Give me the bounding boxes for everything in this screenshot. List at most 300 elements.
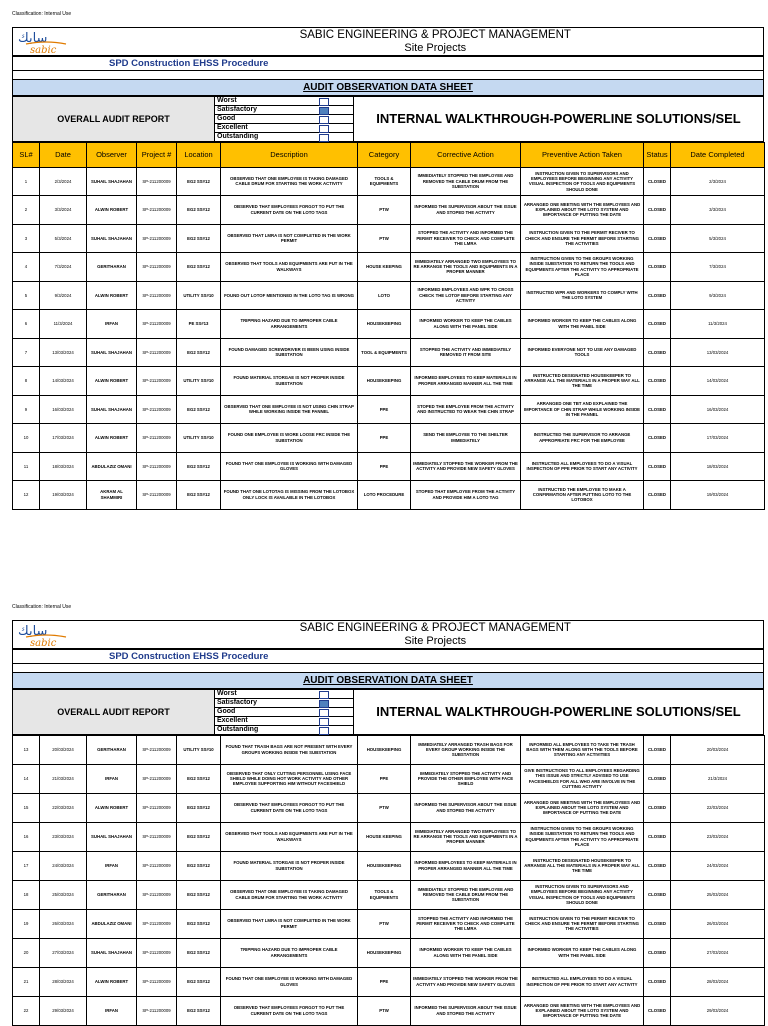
corrective-action-cell: IMMEDIATELY STOPPED THE EMPLOYEE AND REMOVED THE CABLE DRUM FROM THE SUBSTATION: [411, 167, 521, 196]
date-completed-cell: 3/3/2024: [671, 196, 765, 225]
sl-cell: 13: [13, 735, 40, 764]
date-completed-cell: 24/03/2024: [671, 851, 765, 880]
date-cell: 27/03/2024: [40, 938, 87, 967]
date-cell: 29/03/2024: [40, 996, 87, 1025]
description-cell: OBSERVED THAT ONLY CUTTING PERSONNEL USING FACE SHIELD WHILE DOING HOT WORK ACTIVITY AND OTHER EMPLOYEE SUPPORTING HIM WITHOUT FACESHIELD: [221, 764, 358, 793]
rating-worst[interactable]: [215, 96, 354, 105]
observer-cell: ALWIN ROBERT: [87, 967, 137, 996]
sl-cell: 2: [13, 196, 40, 225]
svg-text:سابك: سابك: [18, 31, 48, 46]
date-completed-cell: 18/03/2024: [671, 452, 765, 481]
observer-cell: SUHAIL SHAJAHAN: [87, 338, 137, 367]
rating-good[interactable]: [215, 114, 354, 123]
sheet-title: AUDIT OBSERVATION DATA SHEET: [13, 79, 764, 95]
category-cell: PTW: [358, 196, 411, 225]
location-cell: EG2 SS#12: [177, 967, 221, 996]
sl-cell: 5: [13, 281, 40, 310]
svg-text:sabic: sabic: [30, 45, 57, 55]
rating-label: Excellent: [217, 716, 248, 724]
category-cell: HOUSEKEEPING: [358, 938, 411, 967]
corrective-action-cell: INFORMED THE SUPERVISOR ABOUT THE ISSUE AND STOPED THE ACTIVITY: [411, 996, 521, 1025]
checkbox[interactable]: [319, 134, 329, 142]
date-completed-cell: 29/03/2024: [671, 996, 765, 1025]
table-row: [13, 735, 765, 764]
project-cell: SP-211200009: [137, 338, 177, 367]
column-header: Preventive Action Taken: [521, 142, 644, 167]
description-cell: OBSERVED THAT EMPLOYEES FORGOT TO PUT THE CURRENT DATE ON THE LOTO TAGS: [221, 196, 358, 225]
checkbox[interactable]: [319, 727, 329, 735]
procedure-name: SPD Construction EHSS Procedure: [13, 650, 764, 664]
category-cell: HOUSE KEEPING: [358, 253, 411, 282]
preventive-action-cell: ARRANGED ONE TBT AND EXPLAINED THE IMPORTANCE OF CHIN STRAP WHILE WORKING INSIDE IN THE PANNEL: [521, 395, 644, 424]
project-cell: SP-211200009: [137, 735, 177, 764]
preventive-action-cell: GIVE INSTRUCTIONS TO ALL EMPLOYEES REGARDING THIS ISSUE AND STRICTLY ADVISED TO USE FACESHIELDS FOR ALL WHO ARE INVOLVE IN THE CUTTING ACTIVITY: [521, 764, 644, 793]
location-cell: EG2 SS#12: [177, 253, 221, 282]
sl-cell: 9: [13, 395, 40, 424]
location-cell: EG2 SS#12: [177, 938, 221, 967]
rating-label: Satisfactory: [217, 105, 258, 113]
date-completed-cell: 9/3/2024: [671, 281, 765, 310]
date-cell: 24/03/2024: [40, 851, 87, 880]
preventive-action-cell: INSTRUCTION GIVEN TO THE GROUPS WORKING INSIDE SUBSTATION TO RETURN THE TOOLS AND EQUIPMENTS AFTER THE ACTIVITY TO APPROPRIATE PLACE: [521, 822, 644, 851]
description-cell: OBSERVED THAT LMRA IS NOT COMPLETED IN THE WORK PERMIT: [221, 224, 358, 253]
corrective-action-cell: INFORMED THE SUPERVISOR ABOUT THE ISSUE AND STOPED THE ACTIVITY: [411, 793, 521, 822]
date-cell: 22/03/2024: [40, 793, 87, 822]
corrective-action-cell: INFORMED WORKER TO KEEP THE CABLES ALONG WITH THE PANEL SIDE: [411, 310, 521, 339]
category-cell: PPE: [358, 967, 411, 996]
project-cell: SP-211200009: [137, 367, 177, 396]
status-cell: CLOSED: [644, 253, 671, 282]
corrective-action-cell: INFORMED THE SUPERVISOR ABOUT THE ISSUE AND STOPED THE ACTIVITY: [411, 196, 521, 225]
sl-cell: 6: [13, 310, 40, 339]
preventive-action-cell: INSTRUCTED THE SUPERVISOR TO ARRANGE APPROPRIATE FRC FOR THE EMPLOYEE: [521, 424, 644, 453]
sheet-title-row: [12, 664, 764, 689]
rating-satisfactory[interactable]: [215, 698, 354, 707]
observer-cell: SUHAIL SHAJAHAN: [87, 224, 137, 253]
preventive-action-cell: INFORMED ALL EMPLOYEES TO TAKE THE TRASH BAGS WITH THEM ALONG WITH THE TOOLS BEFORE STARTING ANY ACTIVITIES: [521, 735, 644, 764]
preventive-action-cell: INSTRUCTED ALL EMPLOYEES TO DO A VISUAL INSPECTION OF PPE PRIOR TO START ANY ACTIVITY: [521, 452, 644, 481]
corrective-action-cell: INFORMED WORKER TO KEEP THE CABLES ALONG WITH THE PANEL SIDE: [411, 938, 521, 967]
date-cell: 21/03/2024: [40, 764, 87, 793]
category-cell: PPE: [358, 395, 411, 424]
description-cell: OBSERVED THAT TOOLS AND EQUIPMENTS ARE PUT IN THE WALKWAYS: [221, 822, 358, 851]
category-cell: PTW: [358, 909, 411, 938]
table-row: [13, 281, 765, 310]
sheet-header: [12, 27, 764, 56]
date-cell: 17/03/2024: [40, 424, 87, 453]
rating-label: Outstanding: [217, 132, 259, 140]
table-row: [13, 481, 765, 510]
rating-label: Excellent: [217, 123, 248, 131]
location-cell: EG2 SS#12: [177, 996, 221, 1025]
classification-label: Classification: Internal Use: [12, 604, 72, 610]
sheet-title-row: [12, 71, 764, 96]
rating-worst[interactable]: [215, 689, 354, 698]
status-cell: CLOSED: [644, 764, 671, 793]
preventive-action-cell: INSTRUCTION GIVEN TO THE PERMIT RECIVER TO CHECK AND ENSURE THE PERMIT BEFORE STARTING THE ACTIVITIES: [521, 224, 644, 253]
corrective-action-cell: STOPPED THE ACTIVITY AND INFORMED THE PERMIT RECEIVER TO CHECK AND COMPLETE THE LMRA: [411, 909, 521, 938]
description-cell: OBSERVED THAT EMPLOYEES FORGOT TO PUT THE CURRENT DATE ON THE LOTO TAGS: [221, 793, 358, 822]
location-cell: EG2 SS#12: [177, 851, 221, 880]
sl-cell: 19: [13, 909, 40, 938]
corrective-action-cell: INFORMED EMPLOYEES AND WPR TO CROSS CHECK THE LOTOF BEFORE STARTING ANY ACTIVITY: [411, 281, 521, 310]
description-cell: FOUND ONE EMPLOYEE IS WORE LOOSE FRC INSIDE THE SUBSTATION: [221, 424, 358, 453]
table-row: [13, 338, 765, 367]
date-cell: 13/03/2024: [40, 338, 87, 367]
date-cell: 19/03/2024: [40, 481, 87, 510]
column-header-row: [13, 142, 765, 167]
status-cell: CLOSED: [644, 822, 671, 851]
observer-cell: SUHAIL SHAJAHAN: [87, 938, 137, 967]
preventive-action-cell: INSTRUCTED DESIGNATED HOUSEKEEPER TO ARRANGE ALL THE MATERIALS IN A PROPER WAY ALL THE TIME: [521, 851, 644, 880]
corrective-action-cell: STOPPED THE ACTIVITY AND IMMEDIATELY REMOVED IT FROM SITE: [411, 338, 521, 367]
status-cell: CLOSED: [644, 996, 671, 1025]
column-header: Corrective Action: [411, 142, 521, 167]
observation-table: [12, 142, 765, 510]
corrective-action-cell: INFORMED EMPLOYEES TO KEEP MATERIALS IN PROPER ARRANGED MANNER ALL THE TIME: [411, 851, 521, 880]
observer-cell: SUHAIL SHAJAHAN: [87, 822, 137, 851]
project-cell: SP-211200009: [137, 310, 177, 339]
description-cell: OBSERVED THAT ONE EMPLOYEE IS NOT USING CHIN STRAP WHILE WORKING INSIDE THE PANNEL: [221, 395, 358, 424]
rating-excellent[interactable]: [215, 716, 354, 725]
description-cell: FOUND DAMAGED SCREWDRIVER IS BEEN USING INSIDE SUBSTATION: [221, 338, 358, 367]
date-cell: 7/3/2024: [40, 253, 87, 282]
date-completed-cell: 22/03/2024: [671, 793, 765, 822]
sl-cell: 1: [13, 167, 40, 196]
status-cell: CLOSED: [644, 452, 671, 481]
project-cell: SP-211200009: [137, 196, 177, 225]
date-cell: 26/03/2024: [40, 909, 87, 938]
rating-label: Satisfactory: [217, 698, 258, 706]
status-cell: CLOSED: [644, 424, 671, 453]
svg-text:sabic: sabic: [30, 638, 57, 648]
project-cell: SP-211200009: [137, 967, 177, 996]
rating-label: Good: [217, 114, 236, 122]
column-header: Project #: [137, 142, 177, 167]
sl-cell: 8: [13, 367, 40, 396]
rating-label: Worst: [217, 96, 237, 104]
preventive-action-cell: ARRANGED ONE MEETING WITH THE EMPLOYEES AND EXPLAINED ABOUT THE LOTO SYSTEM AND IMPORTANCE OF PUTTING THE DATE: [521, 793, 644, 822]
preventive-action-cell: INSTRUCTION GIVEN TO SUPERVISORS AND EMPLOYEES BEFORE BEGINNING ANY ACTIVITY VISUAL INSPECTION OF TOOLS AND EQUIPMENTS SHOULD DONE: [521, 167, 644, 196]
preventive-action-cell: INSTRUCTED WPR AND WORKERS TO COMPLY WITH THE LOTO SYSTEM: [521, 281, 644, 310]
status-cell: CLOSED: [644, 196, 671, 225]
date-cell: 9/3/2024: [40, 281, 87, 310]
sl-cell: 14: [13, 764, 40, 793]
site-name: Site Projects: [404, 42, 467, 54]
description-cell: TRIPPING HAZARD DUE TO IMPROPER CABLE ARRANGEMENTS: [221, 938, 358, 967]
column-header: Location: [177, 142, 221, 167]
table-row: [13, 793, 765, 822]
description-cell: FOUND THAT ONE LOTOTAG IS MISSING FROM THE LOTOBOX ONLY LOCK IS AVAILABLE IN THE LOTOBOX: [221, 481, 358, 510]
rating-satisfactory[interactable]: [215, 105, 354, 114]
category-cell: LOTO PROCEDURE: [358, 481, 411, 510]
corrective-action-cell: SEND THE EMPLOYEE TO THE SHELTER IMMEDIATELY: [411, 424, 521, 453]
category-cell: LOTO: [358, 281, 411, 310]
table-row: [13, 253, 765, 282]
table-row: [13, 880, 765, 909]
preventive-action-cell: INFORMED WORKER TO KEEP THE CABLES ALONG WITH THE PANEL SIDE: [521, 310, 644, 339]
location-cell: EG2 SS#12: [177, 452, 221, 481]
table-row: [13, 822, 765, 851]
rating-label: Outstanding: [217, 725, 259, 733]
date-completed-cell: 17/03/2024: [671, 424, 765, 453]
date-completed-cell: 25/03/2024: [671, 880, 765, 909]
corrective-action-cell: IMMEDIATELY STOPPED THE ACTIVITY AND PROVIDE THE OTHER EMPLOYEE WITH FACE SHIELD: [411, 764, 521, 793]
description-cell: FOUND OUT LOTOF MENTIONED IN THE LOTO TAG IS WRONG: [221, 281, 358, 310]
corrective-action-cell: IMMEDIATELY ARRANGED TWO EMPLOYEES TO RE ARRANGE THE TOOLS AND EQUIPMENTS IN A PROPER MANNER: [411, 253, 521, 282]
location-cell: PE SS#13: [177, 310, 221, 339]
preventive-action-cell: INSTRUCTION GIVEN TO SUPERVISORS AND EMPLOYEES BEFORE BEGINNING ANY ACTIVITY VISUAL INSPECTION OF TOOLS AND EQUIPMENTS SHOULD DONE: [521, 880, 644, 909]
category-cell: TOOLS & EQUIPMENTS: [358, 880, 411, 909]
sl-cell: 4: [13, 253, 40, 282]
status-cell: CLOSED: [644, 880, 671, 909]
table-row: [13, 851, 765, 880]
sl-cell: 16: [13, 822, 40, 851]
category-cell: HOUSE KEEPING: [358, 822, 411, 851]
date-cell: 3/3/2024: [40, 196, 87, 225]
overall-audit-label: OVERALL AUDIT REPORT: [13, 96, 215, 141]
observer-cell: IRFAN: [87, 996, 137, 1025]
description-cell: FOUND THAT TRASH BAGS ARE NOT PRESENT WITH EVERY GROUPS WORKING INSIDE THE SUBSTATION: [221, 735, 358, 764]
sl-cell: 17: [13, 851, 40, 880]
sl-cell: 15: [13, 793, 40, 822]
category-cell: HOUSEKEEPING: [358, 310, 411, 339]
date-completed-cell: 7/3/2024: [671, 253, 765, 282]
status-cell: CLOSED: [644, 367, 671, 396]
project-cell: SP-211200009: [137, 793, 177, 822]
preventive-action-cell: INSTRUCTED THE EMPLOYEE TO MAKE A CONFIRMATION AFTER PUTTING LOTO TO THE LOTOBOX: [521, 481, 644, 510]
preventive-action-cell: INSTRUCTION GIVEN TO THE GROUPS WORKING INSIDE SUBSTATION TO RETURN THE TOOLS AND EQUIPMENTS AFTER THE ACTIVITY TO APPROPRIATE PLACE: [521, 253, 644, 282]
date-cell: 23/03/2024: [40, 822, 87, 851]
procedure-name: SPD Construction EHSS Procedure: [13, 57, 764, 71]
column-header: Description: [221, 142, 358, 167]
rating-block: [12, 96, 764, 142]
observer-cell: ALWIN ROBERT: [87, 793, 137, 822]
description-cell: FOUND THAT ONE EMPLOYEE IS WORKING WITH DAMAGED GLOVES: [221, 967, 358, 996]
preventive-action-cell: ARRANGED ONE MEETING WITH THE EMPLOYEES AND EXPLAINED ABOUT THE LOTO SYSTEM AND IMPORTANCE OF PUTTING THE DATE: [521, 196, 644, 225]
project-cell: SP-211200009: [137, 851, 177, 880]
column-header: Date: [40, 142, 87, 167]
org-title: SABIC ENGINEERING & PROJECT MANAGEMENT: [299, 29, 571, 41]
date-completed-cell: 2/3/2024: [671, 167, 765, 196]
corrective-action-cell: IMMEDIATELY ARRANGED TRASH BAGS FOR EVERY GROUP WORKING INSIDE THE SUBSTATION: [411, 735, 521, 764]
date-cell: 18/03/2024: [40, 452, 87, 481]
project-cell: SP-211200009: [137, 167, 177, 196]
location-cell: EG2 SS#12: [177, 880, 221, 909]
category-cell: TOOL & EQUIPMENTS: [358, 338, 411, 367]
observer-cell: ALWIN ROBERT: [87, 367, 137, 396]
date-cell: 20/03/2024: [40, 735, 87, 764]
description-cell: OBSERVED THAT ONE EMPLOYEE IS TAKING DAMAGED CABLE DRUM FOR STARTING THE WORK ACTIVITY: [221, 167, 358, 196]
observation-table: [12, 735, 765, 1026]
sl-cell: 12: [13, 481, 40, 510]
rating-label: Worst: [217, 689, 237, 697]
project-cell: SP-211200009: [137, 424, 177, 453]
observer-cell: GERITHARAN: [87, 880, 137, 909]
category-cell: HOUSEKEEPING: [358, 367, 411, 396]
project-cell: SP-211200009: [137, 880, 177, 909]
date-cell: 25/03/2024: [40, 880, 87, 909]
preventive-action-cell: INSTRUCTED ALL EMPLOYEES TO DO A VISUAL INSPECTION OF PPE PRIOR TO START ANY ACTIVITY: [521, 967, 644, 996]
table-row: [13, 367, 765, 396]
sabic-logo: [13, 28, 108, 56]
sl-cell: 10: [13, 424, 40, 453]
rating-block: [12, 689, 764, 735]
description-cell: FOUND MATERIAL STORGAE IS NOT PROPER INSIDE SUBSTATION: [221, 367, 358, 396]
location-cell: EG2 SS#12: [177, 481, 221, 510]
rating-outstanding[interactable]: [215, 132, 354, 141]
location-cell: EG2 SS#12: [177, 338, 221, 367]
project-cell: SP-211200009: [137, 938, 177, 967]
classification-label: Classification: Internal Use: [12, 11, 72, 17]
category-cell: PTW: [358, 793, 411, 822]
status-cell: CLOSED: [644, 281, 671, 310]
table-row: [13, 310, 765, 339]
observer-cell: ABDULAZIZ OMANI: [87, 909, 137, 938]
table-row: [13, 996, 765, 1025]
table-row: [13, 424, 765, 453]
location-cell: EG2 SS#12: [177, 822, 221, 851]
status-cell: CLOSED: [644, 224, 671, 253]
date-completed-cell: 14/03/2024: [671, 367, 765, 396]
location-cell: EG2 SS#12: [177, 793, 221, 822]
sl-cell: 11: [13, 452, 40, 481]
observer-cell: IRFAN: [87, 310, 137, 339]
column-header: SL#: [13, 142, 40, 167]
status-cell: CLOSED: [644, 167, 671, 196]
status-cell: CLOSED: [644, 967, 671, 996]
corrective-action-cell: IMMEDIATELY STOPPED THE EMPLOYEE AND REMOVED THE CABLE DRUM FROM THE SUBSTATION: [411, 880, 521, 909]
preventive-action-cell: ARRANGED ONE MEETING WITH THE EMPLOYEES AND EXPLAINED ABOUT THE LOTO SYSTEM AND IMPORTANCE OF PUTTING THE DATE: [521, 996, 644, 1025]
location-cell: EG2 SS#12: [177, 764, 221, 793]
svg-text:سابك: سابك: [18, 624, 48, 639]
corrective-action-cell: STOPPED THE ACTIVITY AND INFORMED THE PERMIT RECEIVER TO CHECK AND COMPLETE THE LMRA: [411, 224, 521, 253]
column-header: Date Completed: [671, 142, 765, 167]
corrective-action-cell: IMMEDIATELY STOPPED THE WORKER FROM THE ACTIVITY AND PROVIDE NEW SAFETY GLOVES: [411, 452, 521, 481]
observer-cell: AKRAM AL SHAMMIRI: [87, 481, 137, 510]
observer-cell: SUHAIL SHAJAHAN: [87, 395, 137, 424]
date-completed-cell: 28/03/2024: [671, 967, 765, 996]
sl-cell: 21: [13, 967, 40, 996]
table-row: [13, 764, 765, 793]
table-row: [13, 224, 765, 253]
description-cell: OBSERVED THAT ONE EMPLOYEE IS TAKING DAMAGED CABLE DRUM FOR STARTING THE WORK ACTIVITY: [221, 880, 358, 909]
rating-outstanding[interactable]: [215, 725, 354, 734]
rating-good[interactable]: [215, 707, 354, 716]
date-cell: 5/3/2024: [40, 224, 87, 253]
date-cell: 2/3/2024: [40, 167, 87, 196]
project-cell: SP-211200009: [137, 452, 177, 481]
status-cell: CLOSED: [644, 395, 671, 424]
observer-cell: ALWIN ROBERT: [87, 281, 137, 310]
observer-cell: ALWIN ROBERT: [87, 424, 137, 453]
corrective-action-cell: IMMEDIATELY ARRANGED TWO EMPLOYEES TO RE ARRANGE THE TOOLS AND EQUIPMENTS IN A PROPER MANNER: [411, 822, 521, 851]
project-cell: SP-211200009: [137, 996, 177, 1025]
audit-sheet-page-2: [12, 620, 764, 1026]
status-cell: CLOSED: [644, 851, 671, 880]
project-cell: SP-211200009: [137, 481, 177, 510]
category-cell: HOUSEKEEPING: [358, 735, 411, 764]
preventive-action-cell: INSTRUCTED DESIGNATED HOUSEKEEPER TO ARRANGE ALL THE MATERIALS IN A PROPER WAY ALL THE TIME: [521, 367, 644, 396]
observer-cell: SUHAIL SHAJAHAN: [87, 167, 137, 196]
column-header: Category: [358, 142, 411, 167]
corrective-action-cell: INFORMED EMPLOYEES TO KEEP MATERIALS IN PROPER ARRANGED MANNER ALL THE TIME: [411, 367, 521, 396]
column-header: Status: [644, 142, 671, 167]
sl-cell: 18: [13, 880, 40, 909]
location-cell: EG2 SS#12: [177, 196, 221, 225]
location-cell: UTILITY SS#10: [177, 367, 221, 396]
location-cell: EG2 SS#12: [177, 395, 221, 424]
status-cell: CLOSED: [644, 481, 671, 510]
date-completed-cell: 13/03/2024: [671, 338, 765, 367]
procedure-row: [12, 649, 764, 664]
observer-cell: GERITHARAN: [87, 735, 137, 764]
project-cell: SP-211200009: [137, 395, 177, 424]
walkthrough-title: INTERNAL WALKTHROUGH-POWERLINE SOLUTIONS/SEL: [354, 689, 764, 734]
preventive-action-cell: INSTRUCTION GIVEN TO THE PERMIT RECIVER TO CHECK AND ENSURE THE PERMIT BEFORE STARTING THE ACTIVITIES: [521, 909, 644, 938]
status-cell: CLOSED: [644, 938, 671, 967]
sheet-title: AUDIT OBSERVATION DATA SHEET: [13, 672, 764, 688]
corrective-action-cell: IMMEDIATELY STOPPED THE WORKER FROM THE ACTIVITY AND PROVIDE NEW SAFETY GLOVES: [411, 967, 521, 996]
description-cell: OBSERVED THAT EMPLOYEES FORGOT TO PUT THE CURRENT DATE ON THE LOTO TAGS: [221, 996, 358, 1025]
rating-label: Good: [217, 707, 236, 715]
table-row: [13, 909, 765, 938]
location-cell: UTILITY SS#10: [177, 735, 221, 764]
observer-cell: IRFAN: [87, 764, 137, 793]
date-cell: 16/03/2024: [40, 395, 87, 424]
sabic-logo-icon: [16, 29, 71, 55]
sabic-logo-icon: [16, 622, 71, 648]
table-row: [13, 196, 765, 225]
sl-cell: 7: [13, 338, 40, 367]
org-title: SABIC ENGINEERING & PROJECT MANAGEMENT: [299, 622, 571, 634]
category-cell: PTW: [358, 224, 411, 253]
location-cell: UTILITY SS#10: [177, 424, 221, 453]
category-cell: HOUSEKEEPING: [358, 851, 411, 880]
walkthrough-title: INTERNAL WALKTHROUGH-POWERLINE SOLUTIONS/SEL: [354, 96, 764, 141]
procedure-row: [12, 56, 764, 71]
date-completed-cell: 26/03/2024: [671, 909, 765, 938]
location-cell: EG2 SS#12: [177, 224, 221, 253]
observer-cell: IRFAN: [87, 851, 137, 880]
date-completed-cell: 21/3/2024: [671, 764, 765, 793]
date-completed-cell: 5/3/2024: [671, 224, 765, 253]
project-cell: SP-211200009: [137, 281, 177, 310]
column-header: Observer: [87, 142, 137, 167]
table-row: [13, 395, 765, 424]
rating-excellent[interactable]: [215, 123, 354, 132]
corrective-action-cell: STOPED THE EMPLOYEE FROM THE ACTIVITY AND INSTRUCTED TO WEAR THE CHIN STRAP: [411, 395, 521, 424]
status-cell: CLOSED: [644, 735, 671, 764]
project-cell: SP-211200009: [137, 822, 177, 851]
table-row: [13, 167, 765, 196]
project-cell: SP-211200009: [137, 224, 177, 253]
status-cell: CLOSED: [644, 793, 671, 822]
table-row: [13, 938, 765, 967]
date-completed-cell: 23/03/2024: [671, 822, 765, 851]
category-cell: PTW: [358, 996, 411, 1025]
date-completed-cell: 16/03/2024: [671, 395, 765, 424]
date-completed-cell: 20/03/2024: [671, 735, 765, 764]
audit-sheet-page-1: [12, 27, 764, 510]
sheet-header: [12, 620, 764, 649]
sl-cell: 20: [13, 938, 40, 967]
description-cell: OBSERVED THAT LMRA IS NOT COMPLETED IN THE WORK PERMIT: [221, 909, 358, 938]
description-cell: FOUND THAT ONE EMPLOYEE IS WORKING WITH DAMAGED GLOVES: [221, 452, 358, 481]
category-cell: PPE: [358, 452, 411, 481]
project-cell: SP-211200009: [137, 764, 177, 793]
sl-cell: 3: [13, 224, 40, 253]
